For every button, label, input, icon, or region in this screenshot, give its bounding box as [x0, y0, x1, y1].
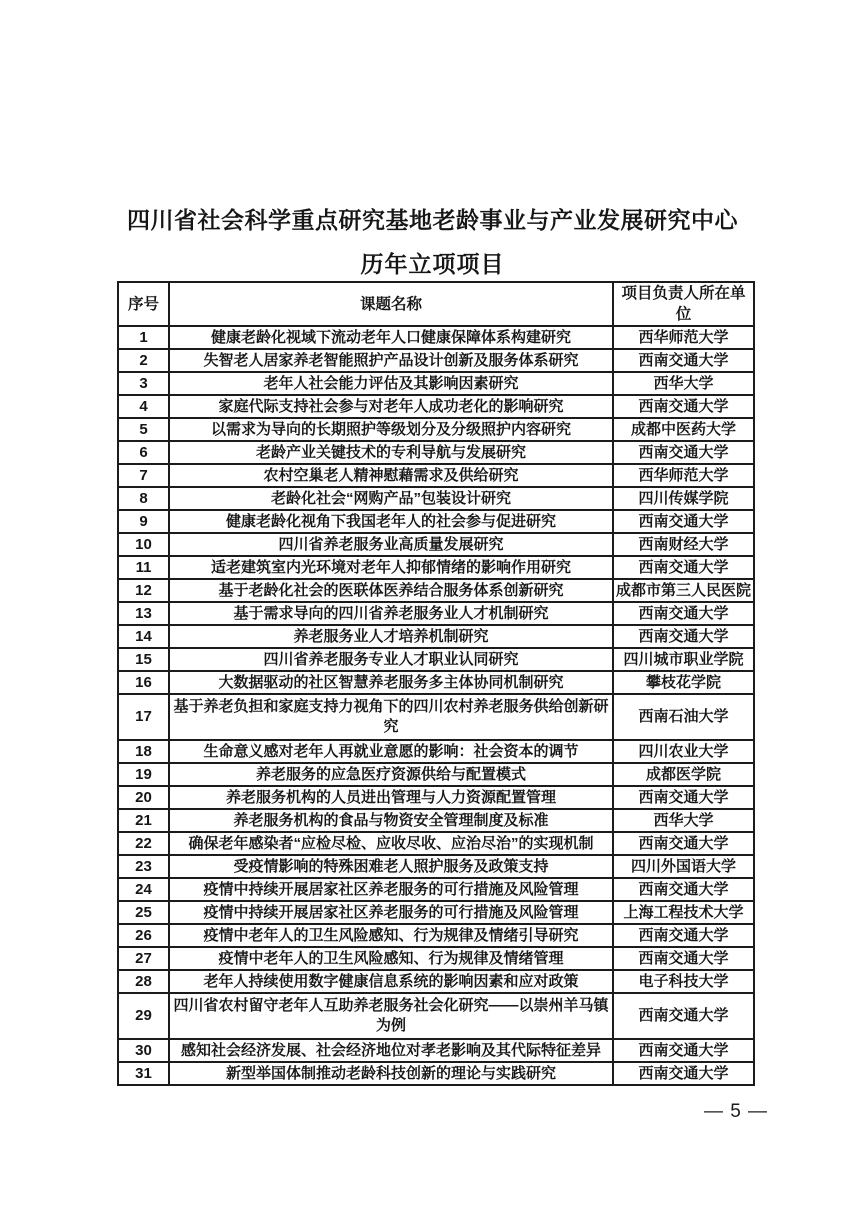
topic-cell: 确保老年感染者“应检尽检、应收尽收、应治尽治”的实现机制 — [169, 832, 613, 855]
table-row — [118, 648, 754, 671]
projects-table-header — [118, 282, 754, 326]
unit-cell: 西华师范大学 — [613, 326, 754, 349]
row-number-cell: 21 — [118, 809, 169, 832]
topic-cell: 农村空巢老人精神慰藉需求及供给研究 — [169, 464, 613, 487]
table-row — [118, 395, 754, 418]
topic-cell: 以需求为导向的长期照护等级划分及分级照护内容研究 — [169, 418, 613, 441]
row-number-cell: 16 — [118, 671, 169, 694]
table-row — [118, 901, 754, 924]
row-number-cell: 2 — [118, 349, 169, 372]
table-row — [118, 326, 754, 349]
topic-cell: 老龄产业关键技术的专利导航与发展研究 — [169, 441, 613, 464]
table-row — [118, 349, 754, 372]
table-row — [118, 418, 754, 441]
topic-cell: 受疫情影响的特殊困难老人照护服务及政策支持 — [169, 855, 613, 878]
unit-cell: 西华大学 — [613, 372, 754, 395]
row-number-cell: 28 — [118, 970, 169, 993]
topic-cell: 感知社会经济发展、社会经济地位对孝老影响及其代际特征差异 — [169, 1039, 613, 1062]
table-row — [118, 694, 754, 740]
topic-cell: 老年人持续使用数字健康信息系统的影响因素和应对政策 — [169, 970, 613, 993]
topic-cell: 养老服务机构的人员进出管理与人力资源配置管理 — [169, 786, 613, 809]
column-header-unit: 项目负责人所在单位 — [613, 282, 754, 326]
topic-cell: 疫情中老年人的卫生风险感知、行为规律及情绪管理 — [169, 947, 613, 970]
table-row — [118, 671, 754, 694]
table-row — [118, 1062, 754, 1085]
row-number-cell: 15 — [118, 648, 169, 671]
page-subtitle: 历年立项项目 — [360, 251, 505, 277]
unit-cell: 成都市第三人民医院 — [613, 579, 754, 602]
table-row — [118, 855, 754, 878]
row-number-cell: 5 — [118, 418, 169, 441]
row-number-cell: 26 — [118, 924, 169, 947]
unit-cell: 西南交通大学 — [613, 395, 754, 418]
row-number-cell: 6 — [118, 441, 169, 464]
row-number-cell: 14 — [118, 625, 169, 648]
topic-cell: 养老服务的应急医疗资源供给与配置模式 — [169, 763, 613, 786]
topic-cell: 失智老人居家养老智能照护产品设计创新及服务体系研究 — [169, 349, 613, 372]
topic-cell: 四川省养老服务业高质量发展研究 — [169, 533, 613, 556]
row-number-cell: 31 — [118, 1062, 169, 1085]
topic-cell: 生命意义感对老年人再就业意愿的影响：社会资本的调节 — [169, 740, 613, 763]
row-number-cell: 13 — [118, 602, 169, 625]
unit-cell: 西南交通大学 — [613, 1039, 754, 1062]
topic-cell: 基于养老负担和家庭支持力视角下的四川农村养老服务供给创新研究 — [169, 694, 613, 740]
unit-cell: 西南交通大学 — [613, 625, 754, 648]
row-number-cell: 27 — [118, 947, 169, 970]
table-row — [118, 579, 754, 602]
unit-cell: 成都医学院 — [613, 763, 754, 786]
topic-cell: 养老服务业人才培养机制研究 — [169, 625, 613, 648]
row-number-cell: 17 — [118, 694, 169, 740]
unit-cell: 西华师范大学 — [613, 464, 754, 487]
topic-cell: 老年人社会能力评估及其影响因素研究 — [169, 372, 613, 395]
row-number-cell: 8 — [118, 487, 169, 510]
unit-cell: 西南交通大学 — [613, 993, 754, 1039]
row-number-cell: 7 — [118, 464, 169, 487]
row-number-cell: 10 — [118, 533, 169, 556]
table-row — [118, 602, 754, 625]
table-row — [118, 878, 754, 901]
table-row — [118, 786, 754, 809]
unit-cell: 西南交通大学 — [613, 556, 754, 579]
table-row — [118, 763, 754, 786]
table-row — [118, 510, 754, 533]
unit-cell: 西南交通大学 — [613, 602, 754, 625]
page-number: — 5 — — [703, 1101, 769, 1122]
unit-cell: 四川城市职业学院 — [613, 648, 754, 671]
topic-cell: 家庭代际支持社会参与对老年人成功老化的影响研究 — [169, 395, 613, 418]
topic-cell: 疫情中持续开展居家社区养老服务的可行措施及风险管理 — [169, 878, 613, 901]
unit-cell: 四川外国语大学 — [613, 855, 754, 878]
unit-cell: 西南财经大学 — [613, 533, 754, 556]
unit-cell: 西南交通大学 — [613, 924, 754, 947]
unit-cell: 攀枝花学院 — [613, 671, 754, 694]
row-number-cell: 18 — [118, 740, 169, 763]
topic-cell: 大数据驱动的社区智慧养老服务多主体协同机制研究 — [169, 671, 613, 694]
topic-cell: 健康老龄化视角下我国老年人的社会参与促进研究 — [169, 510, 613, 533]
table-row — [118, 809, 754, 832]
unit-cell: 西南交通大学 — [613, 786, 754, 809]
topic-cell: 四川省农村留守老年人互助养老服务社会化研究——以崇州羊马镇为例 — [169, 993, 613, 1039]
unit-cell: 西南交通大学 — [613, 947, 754, 970]
row-number-cell: 29 — [118, 993, 169, 1039]
row-number-cell: 4 — [118, 395, 169, 418]
row-number-cell: 1 — [118, 326, 169, 349]
table-row — [118, 625, 754, 648]
projects-table-body — [118, 326, 754, 1085]
unit-cell: 电子科技大学 — [613, 970, 754, 993]
topic-cell: 健康老龄化视域下流动老年人口健康保障体系构建研究 — [169, 326, 613, 349]
row-number-cell: 20 — [118, 786, 169, 809]
unit-cell: 成都中医药大学 — [613, 418, 754, 441]
table-row — [118, 993, 754, 1039]
column-header-topic: 课题名称 — [169, 282, 613, 326]
unit-cell: 西南交通大学 — [613, 1062, 754, 1085]
unit-cell: 四川农业大学 — [613, 740, 754, 763]
table-row — [118, 970, 754, 993]
row-number-cell: 25 — [118, 901, 169, 924]
projects-table — [117, 281, 755, 1086]
unit-cell: 西南交通大学 — [613, 510, 754, 533]
topic-cell: 疫情中老年人的卫生风险感知、行为规律及情绪引导研究 — [169, 924, 613, 947]
table-row — [118, 924, 754, 947]
unit-cell: 西南交通大学 — [613, 441, 754, 464]
row-number-cell: 30 — [118, 1039, 169, 1062]
table-row — [118, 464, 754, 487]
topic-cell: 基于需求导向的四川省养老服务业人才机制研究 — [169, 602, 613, 625]
table-row — [118, 533, 754, 556]
unit-cell: 四川传媒学院 — [613, 487, 754, 510]
topic-cell: 疫情中持续开展居家社区养老服务的可行措施及风险管理 — [169, 901, 613, 924]
row-number-cell: 22 — [118, 832, 169, 855]
topic-cell: 适老建筑室内光环境对老年人抑郁情绪的影响作用研究 — [169, 556, 613, 579]
table-row — [118, 740, 754, 763]
unit-cell: 西南交通大学 — [613, 349, 754, 372]
topic-cell: 基于老龄化社会的医联体医养结合服务体系创新研究 — [169, 579, 613, 602]
unit-cell: 西华大学 — [613, 809, 754, 832]
topic-cell: 老龄化社会“网购产品”包装设计研究 — [169, 487, 613, 510]
row-number-cell: 24 — [118, 878, 169, 901]
unit-cell: 西南交通大学 — [613, 878, 754, 901]
row-number-cell: 19 — [118, 763, 169, 786]
table-row — [118, 372, 754, 395]
table-row — [118, 556, 754, 579]
row-number-cell: 11 — [118, 556, 169, 579]
table-row — [118, 1039, 754, 1062]
unit-cell: 西南交通大学 — [613, 832, 754, 855]
table-row — [118, 832, 754, 855]
column-header-no: 序号 — [118, 282, 169, 326]
row-number-cell: 3 — [118, 372, 169, 395]
topic-cell: 四川省养老服务专业人才职业认同研究 — [169, 648, 613, 671]
unit-cell: 上海工程技术大学 — [613, 901, 754, 924]
topic-cell: 新型举国体制推动老龄科技创新的理论与实践研究 — [169, 1062, 613, 1085]
page-title: 四川省社会科学重点研究基地老龄事业与产业发展研究中心 — [127, 207, 738, 233]
row-number-cell: 12 — [118, 579, 169, 602]
table-row — [118, 487, 754, 510]
topic-cell: 养老服务机构的食品与物资安全管理制度及标准 — [169, 809, 613, 832]
unit-cell: 西南石油大学 — [613, 694, 754, 740]
table-row — [118, 441, 754, 464]
row-number-cell: 23 — [118, 855, 169, 878]
header-row — [118, 282, 754, 326]
row-number-cell: 9 — [118, 510, 169, 533]
table-row — [118, 947, 754, 970]
